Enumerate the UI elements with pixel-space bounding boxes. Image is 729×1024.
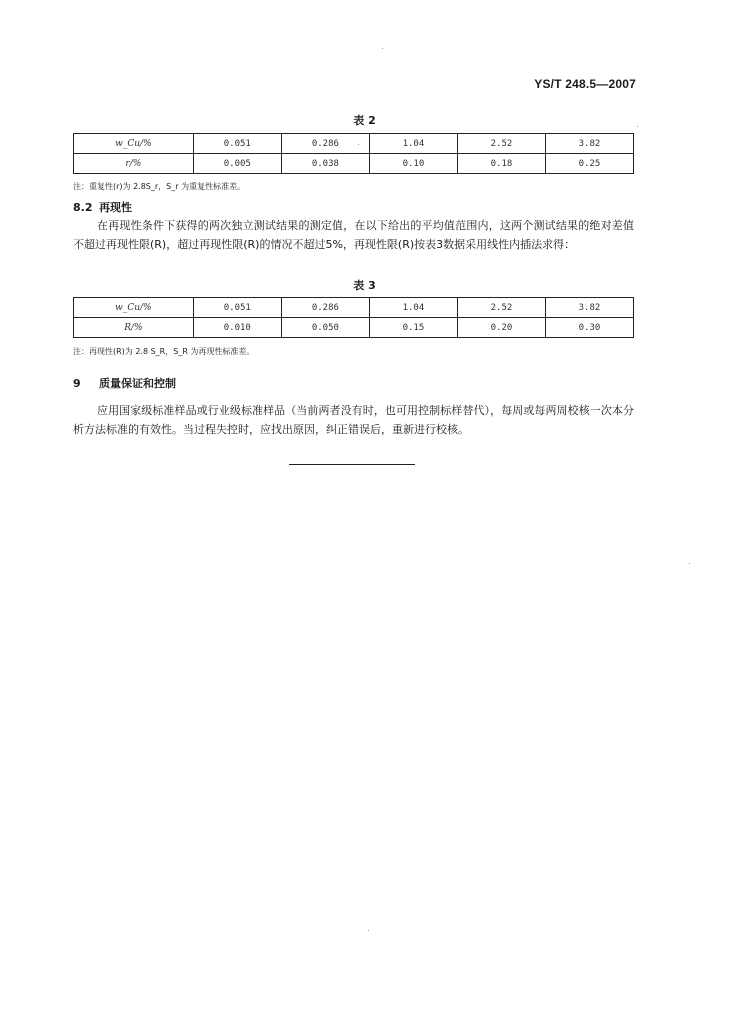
row-header-big-r: R/% [74, 318, 194, 338]
table-row [74, 134, 634, 154]
table-cell: 0.30 [545, 318, 633, 338]
table-cell: 0.20 [457, 318, 545, 338]
table-row [74, 154, 634, 174]
scan-speck [382, 48, 383, 49]
table-2-title: 表 2 [353, 114, 376, 127]
section-number: 9 [73, 377, 81, 390]
table-cell: 3.82 [545, 134, 633, 154]
table-cell: 0.10 [369, 154, 457, 174]
section-title: 质量保证和控制 [99, 377, 176, 390]
table-cell: 0.051 [193, 134, 281, 154]
table-3-note: 注：再现性(R)为 2.8 S_R，S_R 为再现性标准差。 [73, 347, 255, 356]
row-header-w-cu: w_Cu/% [74, 298, 194, 318]
table-3-title: 表 3 [353, 279, 376, 292]
row-header-r: r/% [74, 154, 194, 174]
row-header-w-cu: w_Cu/% [74, 134, 194, 154]
scan-speck [689, 563, 690, 564]
table-cell: 2.52 [457, 134, 545, 154]
table-row [74, 298, 634, 318]
table-2-note: 注：重复性(r)为 2.8S_r，S_r 为重复性标准差。 [73, 182, 246, 191]
section-8-2-heading [73, 199, 132, 215]
table-2 [73, 133, 634, 174]
section-title: 再现性 [99, 201, 132, 214]
table-cell: 0.051 [193, 298, 281, 318]
scan-speck [368, 930, 369, 931]
section-9-body: 应用国家级标准样品或行业级标准样品（当前两者没有时，也可用控制标样替代），每周或每两周校核一次本分析方法标准的有效性。当过程失控时，应找出原因，纠正错误后，重新进行校核。 [73, 404, 634, 436]
table-cell: 0.050 [281, 318, 369, 338]
table-cell: 0.286 [281, 134, 369, 154]
table-cell: 0.286 [281, 298, 369, 318]
section-8-2-body: 在再现性条件下获得的两次独立测试结果的测定值，在以下给出的平均值范围内，这两个测试结果的绝对差值不超过再现性限(R)，超过再现性限(R)的情况不超过5%，再现性限(R)按表3数据采用线性内插法求得： [73, 219, 634, 251]
scan-speck [637, 126, 638, 127]
table-cell: 0.15 [369, 318, 457, 338]
table-cell: 2.52 [457, 298, 545, 318]
table-row [74, 318, 634, 338]
table-cell: 0.005 [193, 154, 281, 174]
table-cell: 0.038 [281, 154, 369, 174]
end-rule-divider [289, 464, 415, 465]
table-cell: 0.18 [457, 154, 545, 174]
table-cell: 0.25 [545, 154, 633, 174]
scan-speck [358, 144, 359, 145]
section-9-heading [73, 375, 176, 391]
table-3 [73, 297, 634, 338]
table-cell: 1.04 [369, 134, 457, 154]
table-cell: 3.82 [545, 298, 633, 318]
document-code: YS/T 248.5—2007 [534, 77, 636, 91]
table-cell: 0.010 [193, 318, 281, 338]
table-cell: 1.04 [369, 298, 457, 318]
section-number: 8.2 [73, 201, 93, 214]
